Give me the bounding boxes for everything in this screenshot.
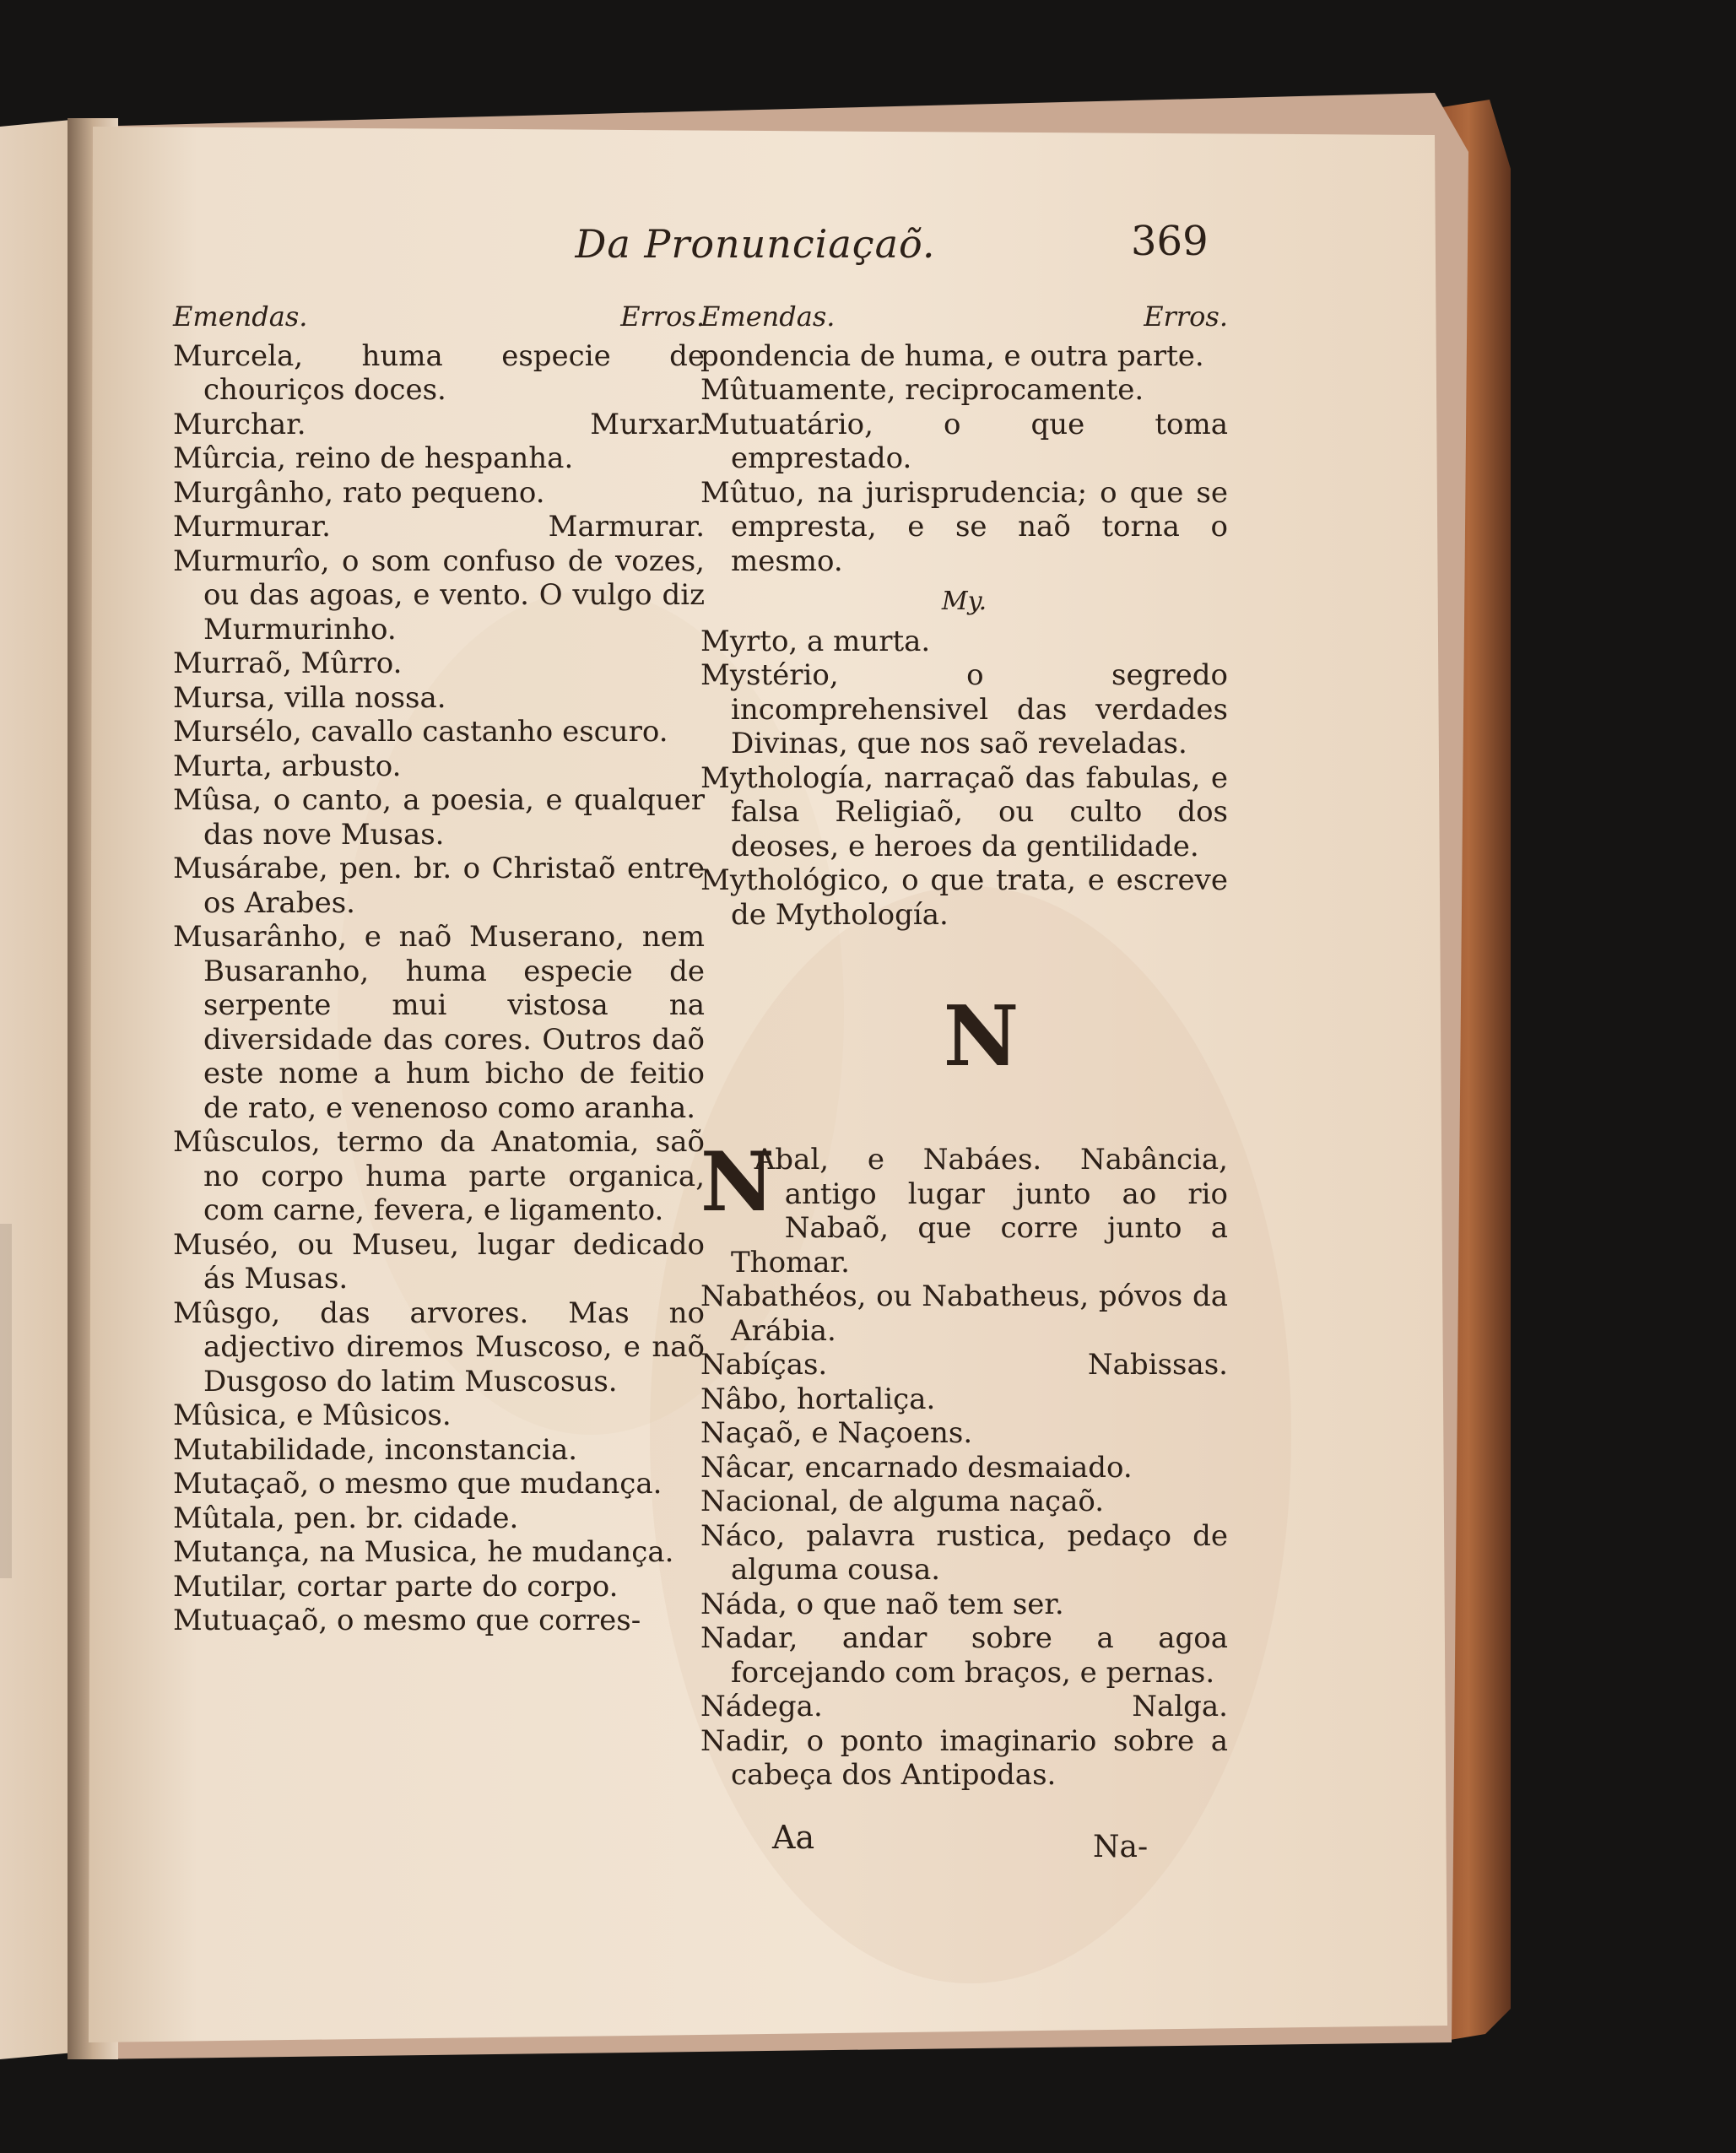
right-entry-list-n	[700, 1279, 1228, 1793]
page-number: 369	[1131, 218, 1209, 265]
dictionary-entry	[700, 1485, 1228, 1519]
column-header	[700, 300, 1228, 334]
entry-text: Murgânho, rato pequeno.	[173, 475, 545, 510]
entry-text: Mûsa, o canto, a poesia, e qualquer das nove Musas.	[173, 783, 705, 852]
drop-cap-initial: N	[700, 1134, 775, 1230]
dictionary-entry	[173, 1535, 705, 1570]
entry-text: Mûrcia, reino de hespanha.	[173, 441, 574, 475]
dictionary-entry	[173, 715, 705, 749]
signature-mark: Aa	[772, 1819, 815, 1856]
right-entry-list-my	[700, 625, 1228, 933]
dictionary-entry	[700, 408, 1228, 476]
section-heading-my: My.	[941, 587, 987, 616]
entry-text: Nadar, andar sobre a agoa forcejando com braços, e pernas.	[700, 1621, 1228, 1690]
dictionary-entry	[700, 1348, 1228, 1382]
dictionary-entry	[700, 1519, 1228, 1588]
entry-text: Mythológico, o que trata, e escreve de Mythología.	[700, 863, 1228, 932]
entry-text: Nádega.	[700, 1690, 823, 1723]
entry-error-form: Marmurar.	[548, 510, 705, 544]
entry-text: Mutilar, cortar parte do corpo.	[173, 1569, 619, 1604]
dictionary-entry	[173, 1228, 705, 1296]
dictionary-entry	[700, 1588, 1228, 1622]
dictionary-entry	[700, 625, 1228, 659]
entry-text: Naçaõ, e Naçoens.	[700, 1416, 973, 1450]
dictionary-entry	[700, 863, 1228, 932]
entry-text: Musarânho, e naõ Muserano, nem Busaranho, huma especie de serpente mui vistosa na diversidade das cores. Outros daõ este nome a hum bicho de feitio de rato, e venenoso como aranha.	[173, 920, 705, 1125]
entry-text: Murcela, huma especie de chouriços doces.	[173, 338, 705, 407]
entry-text: Náda, o que naõ tem ser.	[700, 1587, 1064, 1621]
dictionary-entry	[173, 1467, 705, 1501]
right-entry-list-m	[700, 339, 1228, 579]
entry-text: Mûsica, e Mûsicos.	[173, 1398, 452, 1432]
dictionary-entry	[173, 681, 705, 716]
dictionary-entry	[173, 646, 705, 681]
column-header-erros: Erros.	[1144, 300, 1228, 333]
dictionary-entry	[173, 476, 705, 511]
column-header-erros: Erros.	[620, 300, 705, 333]
entry-text: Mutabilidade, inconstancia.	[173, 1432, 578, 1467]
entry-text: Nadir, o ponto imaginario sobre a cabeça dos Antipodas.	[700, 1723, 1228, 1792]
dictionary-entry	[173, 408, 705, 442]
first-n-entry-text: Abal, e Nabáes. Nabância, antigo lugar junto ao rio Nabaõ, que corre junto a Thomar.	[731, 1143, 1228, 1279]
dictionary-entry	[700, 1451, 1228, 1485]
dictionary-entry	[700, 1382, 1228, 1417]
running-head: Da Pronunciaçaõ.	[575, 221, 936, 267]
entry-text: Náco, palavra rustica, pedaço de alguma cousa.	[700, 1518, 1228, 1587]
entry-text: Mutaçaõ, o mesmo que mudança.	[173, 1467, 662, 1501]
entry-text: Murmurîo, o som confuso de vozes, ou das agoas, e vento. O vulgo diz Murmurinho.	[173, 544, 705, 646]
entry-text: Muséo, ou Museu, lugar dedicado ás Musas.	[173, 1227, 705, 1296]
dictionary-entry	[173, 1604, 705, 1638]
entry-text: pondencia de huma, e outra parte.	[700, 338, 1204, 373]
dictionary-entry	[173, 1433, 705, 1468]
entry-error-form: Murxar.	[590, 407, 705, 441]
entry-text: Murmurar.	[173, 510, 331, 544]
entry-text: Mûtala, pen. br. cidade.	[173, 1501, 519, 1535]
dictionary-entry	[173, 920, 705, 1125]
entry-text: Nâbo, hortaliça.	[700, 1382, 936, 1416]
entry-error-form: Nabissas.	[1087, 1348, 1228, 1382]
dictionary-entry	[700, 339, 1228, 374]
dictionary-entry	[173, 1570, 705, 1604]
dictionary-entry	[700, 373, 1228, 408]
entry-text: Mutança, na Musica, he mudança.	[173, 1535, 674, 1569]
entry-text: Mûsgo, das arvores. Mas no adjectivo diremos Muscoso, e naõ Dusgoso do latim Muscosus.	[173, 1296, 705, 1398]
entry-text: Murraõ, Mûrro.	[173, 646, 403, 680]
dictionary-entry	[173, 783, 705, 852]
column-header-emendas: Emendas.	[700, 300, 836, 333]
entry-text: Mûtuo, na jurisprudencia; o que se empresta, e se naõ torna o mesmo.	[700, 475, 1228, 578]
section-heading-n: N	[943, 988, 1019, 1085]
dictionary-entry	[700, 476, 1228, 579]
entry-text: Musárabe, pen. br. o Christaõ entre os Arabes.	[173, 852, 705, 920]
dictionary-entry	[700, 1621, 1228, 1690]
dictionary-entry	[173, 441, 705, 476]
entry-text: Murchar.	[173, 407, 306, 441]
first-n-entry	[700, 1134, 1228, 1279]
dictionary-entry	[173, 749, 705, 784]
dictionary-entry	[700, 1279, 1228, 1348]
entry-text: Murta, arbusto.	[173, 749, 402, 783]
column-header-emendas: Emendas.	[173, 300, 308, 333]
entry-text: Mutuaçaõ, o mesmo que corres-	[173, 1604, 641, 1637]
entry-text: Nabíças.	[700, 1348, 828, 1382]
dictionary-entry	[700, 1416, 1228, 1451]
dictionary-entry	[173, 1398, 705, 1433]
catchword: Na-	[1093, 1830, 1149, 1864]
dictionary-entry	[173, 852, 705, 920]
dictionary-entry	[173, 339, 705, 408]
entry-text: Nâcar, encarnado desmaiado.	[700, 1450, 1133, 1485]
entry-text: Mûsculos, termo da Anatomia, saõ no corpo huma parte organica, com carne, fevera, e ligamento.	[173, 1125, 705, 1227]
entry-text: Mûtuamente, reciprocamente.	[700, 373, 1144, 407]
entry-error-form: Nalga.	[1132, 1690, 1228, 1723]
entry-text: Mystério, o segredo incomprehensivel das verdades Divinas, que nos saõ reveladas.	[700, 658, 1228, 760]
entry-text: Nabathéos, ou Nabatheus, póvos da Arábia.	[700, 1279, 1228, 1348]
dictionary-entry	[173, 510, 705, 544]
dictionary-entry	[700, 1724, 1228, 1793]
entry-text: Myrto, a murta.	[700, 624, 931, 658]
dictionary-entry	[700, 658, 1228, 761]
left-column	[173, 300, 705, 1638]
dictionary-entry	[173, 1296, 705, 1399]
entry-text: Nacional, de alguma naçaõ.	[700, 1485, 1105, 1518]
left-entry-list	[173, 339, 705, 1638]
dictionary-entry	[700, 761, 1228, 864]
entry-text: Mursa, villa nossa.	[173, 680, 446, 715]
right-column	[700, 300, 1228, 1793]
dictionary-entry	[173, 1125, 705, 1228]
entry-text: Mursélo, cavallo castanho escuro.	[173, 715, 668, 749]
dictionary-entry	[173, 544, 705, 647]
entry-text: Mutuatário, o que toma emprestado.	[700, 407, 1228, 475]
dictionary-entry	[173, 1501, 705, 1536]
entry-text: Mythología, narraçaõ das fabulas, e falsa Religiaõ, ou culto dos deoses, e heroes da gentilidade.	[700, 760, 1228, 863]
column-header	[173, 300, 705, 334]
dictionary-entry	[700, 1690, 1228, 1724]
